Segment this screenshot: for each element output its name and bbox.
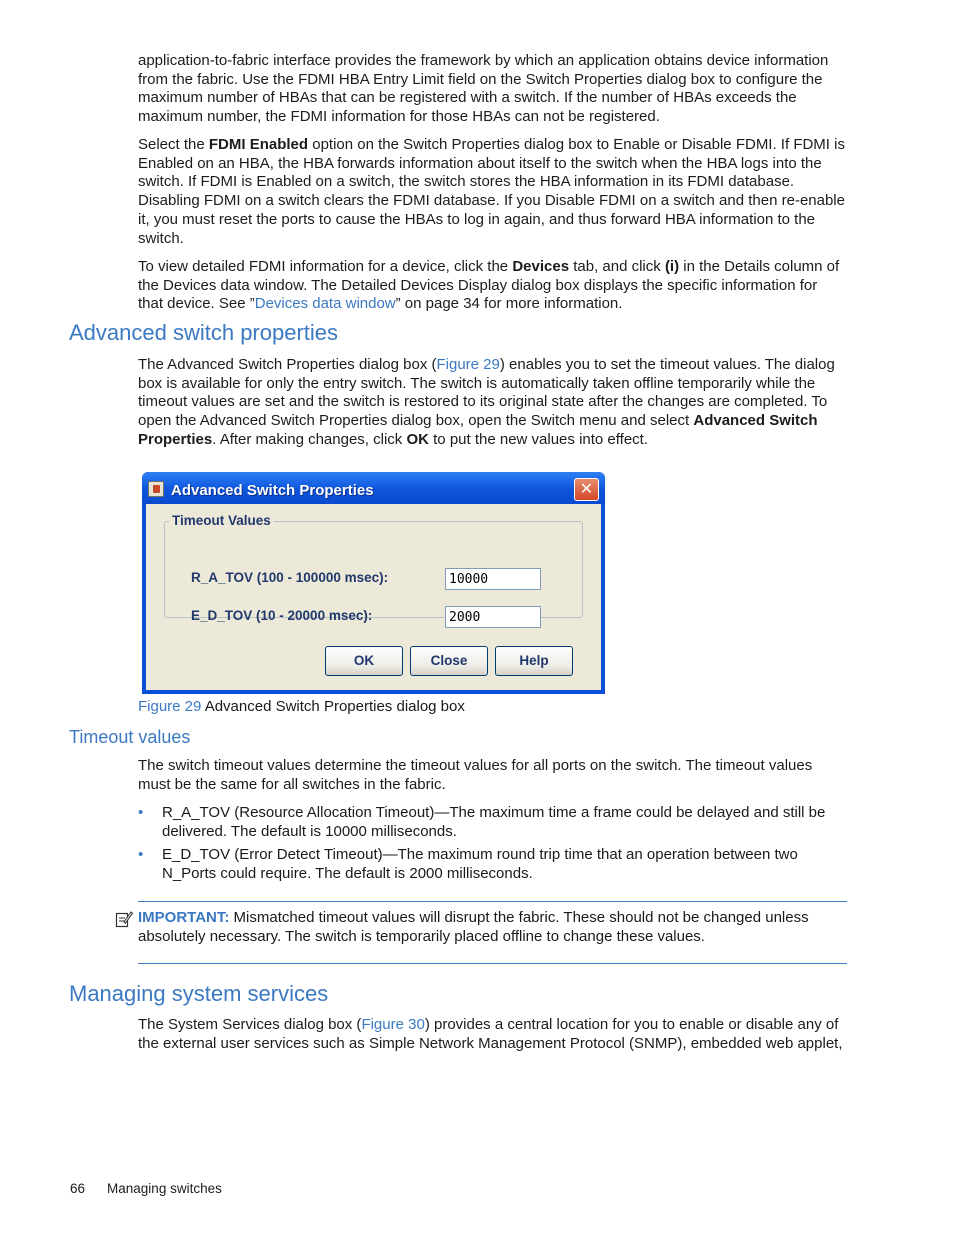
- figure-30-link[interactable]: Figure 30: [361, 1016, 425, 1033]
- heading-managing-system-services: Managing system services: [69, 981, 329, 1006]
- bullet-icon: •: [138, 846, 144, 863]
- ok-button[interactable]: OK: [325, 646, 403, 676]
- heading-timeout-values: Timeout values: [69, 727, 191, 747]
- timeout-values-group-label: Timeout Values: [169, 513, 274, 528]
- dialog-client-area: [146, 504, 601, 690]
- ratov-label: R_A_TOV (100 - 100000 msec):: [191, 570, 389, 585]
- advanced-switch-paragraph: The Advanced Switch Properties dialog box (Figure 29) enables you to set the timeout values. The dialog box is available for only the entry switch. The switch is automatically taken offline temporarily while the timeout values are set and the switch is restored to its original state after the changes are completed. To open the Advanced Switch Properties dialog box, open the Switch menu and select Advanced Switch Properties. After making changes, click OK to put the new values into effect.: [138, 356, 835, 448]
- edtov-label: E_D_TOV (10 - 20000 msec):: [191, 608, 373, 623]
- dialog-titlebar[interactable]: [142, 472, 605, 504]
- advanced-switch-properties-dialog: [142, 472, 605, 694]
- page-footer: [70, 1181, 222, 1196]
- divider: [138, 901, 847, 902]
- figure-29-link[interactable]: Figure 29: [436, 356, 500, 373]
- timeout-values-paragraph: The switch timeout values determine the timeout values for all ports on the switch. The timeout values must be the same for all switches in the fabric.: [138, 757, 813, 793]
- close-button[interactable]: Close: [410, 646, 488, 676]
- help-button[interactable]: Help: [495, 646, 573, 676]
- important-note-icon: [115, 910, 133, 928]
- intro-paragraph-3: To view detailed FDMI information for a device, click the Devices tab, and click (i) in the Details column of the Devices data window. The Detailed Devices Display dialog box displays the specific information for that device. See ”Devices data window” on page 34 for more information.: [138, 258, 840, 313]
- intro-paragraph-1: application-to-fabric interface provides the framework by which an application obtains device information from the fabric. Use the FDMI HBA Entry Limit field on the Switch Properties dialog box to configure the maximum number of HBAs that can be registered with a switch. If the number of HBAs exceeds the maximum number, the FDMI information for those HBAs can not be registered.: [138, 52, 829, 126]
- edtov-input[interactable]: 2000: [445, 606, 541, 628]
- close-window-icon[interactable]: ✕: [574, 478, 599, 501]
- intro-paragraph-2: Select the FDMI Enabled option on the Switch Properties dialog box to Enable or Disable FDMI. If FDMI is Enabled on an HBA, the HBA forwards information about itself to the switch when the HBA logs into the switch. If FDMI is Enabled on a switch, the switch stores the HBA information in its FDMI database. Disabling FDMI on a switch clears the FDMI database. If you Disable FDMI on a switch and then re-enable it, you must reset the ports to cause the HBAs to log in again, and thus forward HBA information to the switch.: [138, 136, 845, 247]
- footer-title: Managing switches: [107, 1181, 222, 1196]
- page-number: 66: [70, 1181, 86, 1196]
- bullet-icon: •: [138, 804, 144, 821]
- dialog-title: Advanced Switch Properties: [171, 482, 374, 499]
- java-cup-icon: [148, 481, 164, 497]
- heading-advanced-switch-properties: Advanced switch properties: [69, 320, 339, 345]
- system-services-paragraph: The System Services dialog box (Figure 30) provides a central location for you to enable or disable any of the external user services such as Simple Network Management Protocol (SNMP), embedded web applet,: [138, 1016, 843, 1052]
- devices-data-window-link[interactable]: Devices data window: [254, 295, 396, 313]
- figure-caption: Figure 29 Advanced Switch Properties dialog box: [138, 698, 465, 715]
- ratov-input[interactable]: 10000: [445, 568, 541, 590]
- divider: [138, 963, 847, 964]
